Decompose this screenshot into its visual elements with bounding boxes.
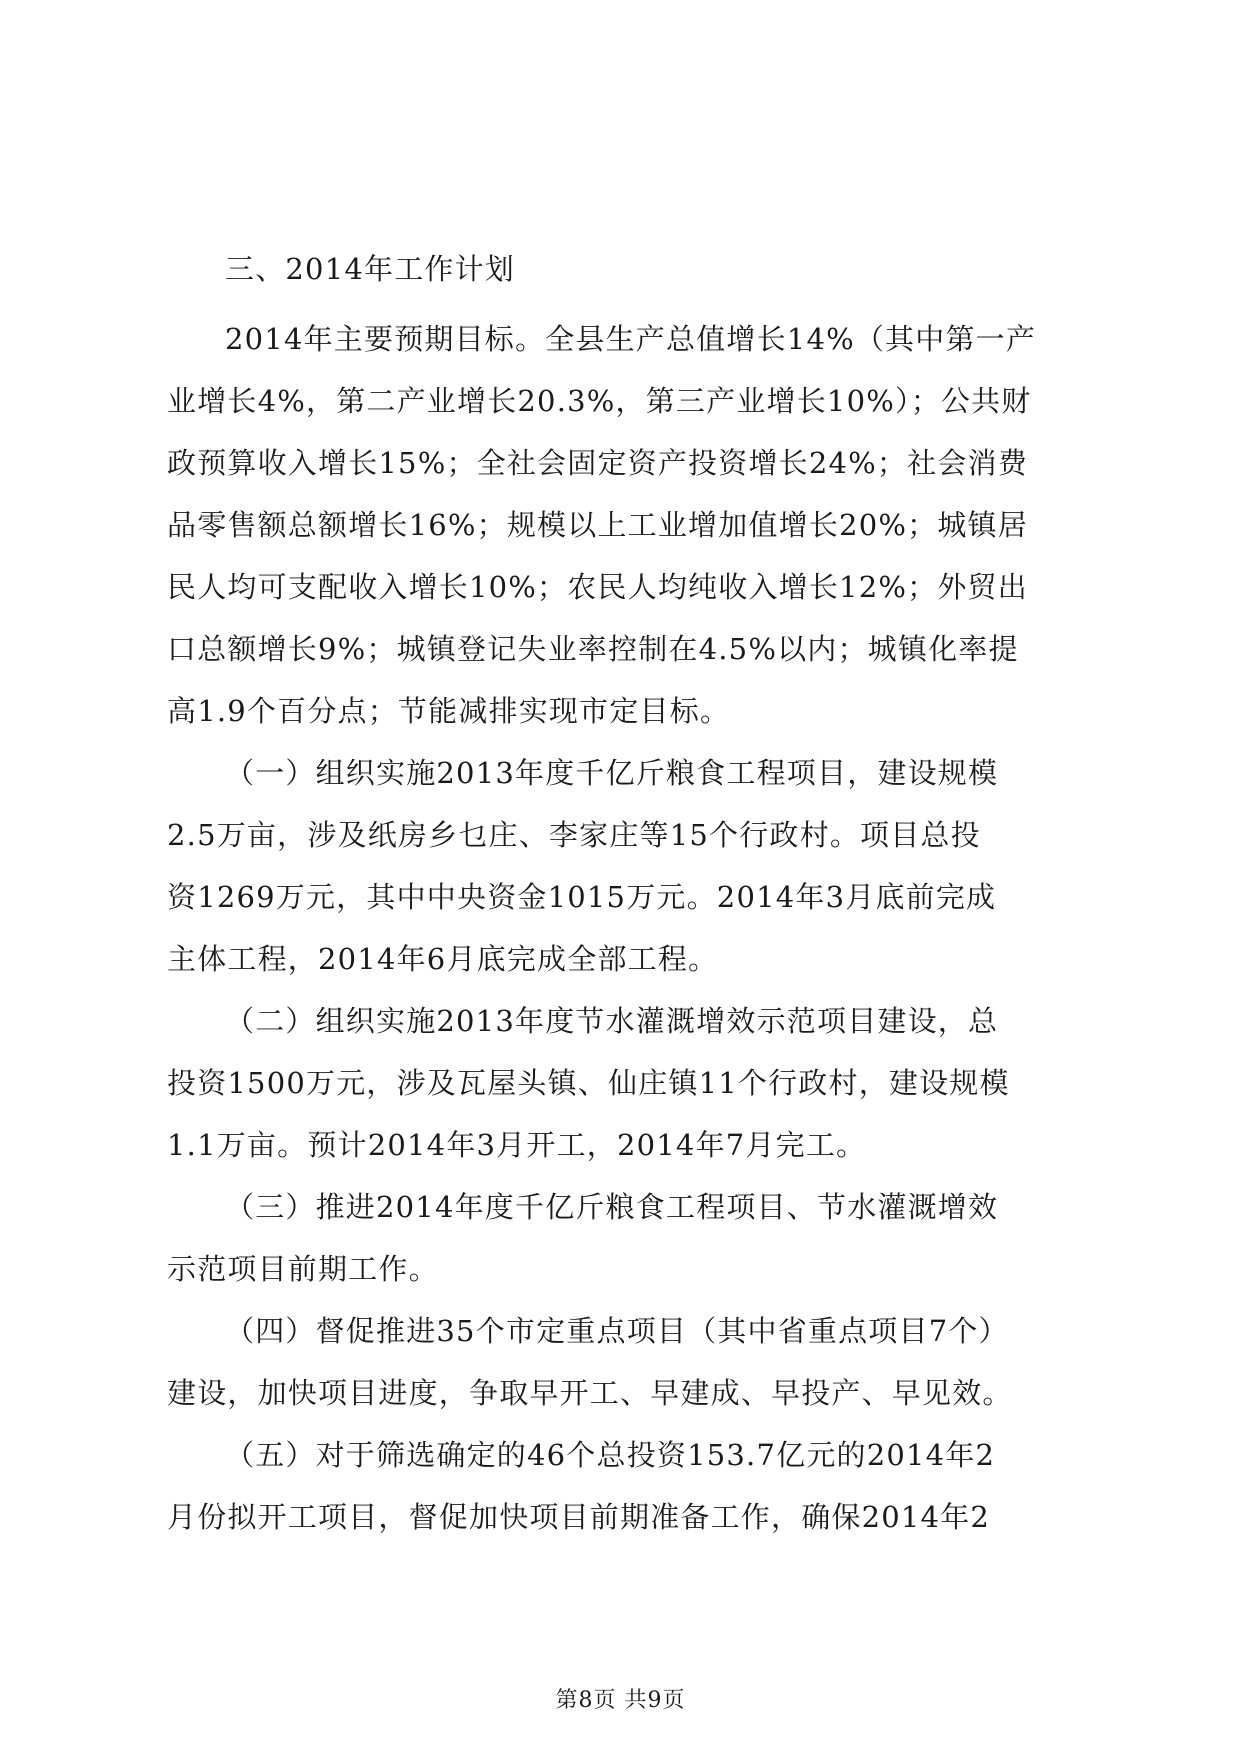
text-line: 2.5万亩，涉及纸房乡乜庄、李家庄等15个行政村。项目总投 [167, 818, 981, 852]
text-line: 口总额增长9%；城镇登记失业率控制在4.5%以内；城镇化率提 [167, 632, 1019, 666]
text-line: 2014年主要预期目标。全县生产总值增长14%（其中第一产 [225, 322, 1037, 356]
text-line: 资1269万元，其中中央资金1015万元。2014年3月底前完成 [167, 880, 997, 914]
page-number: 第8页 共9页 [555, 1688, 686, 1713]
text-line: （四）督促推进35个市定重点项目（其中省重点项目7个） [225, 1314, 1009, 1348]
text-line: （一）组织实施2013年度千亿斤粮食工程项目，建设规模 [225, 756, 999, 790]
text-line: 月份拟开工项目，督促加快项目前期准备工作，确保2014年2 [167, 1500, 991, 1534]
text-line: 投资1500万元，涉及瓦屋头镇、仙庄镇11个行政村，建设规模 [167, 1066, 1010, 1100]
text-line: （五）对于筛选确定的46个总投资153.7亿元的2014年2 [225, 1438, 996, 1472]
text-line: 高1.9个百分点；节能减排实现市定目标。 [167, 694, 731, 728]
section-title: 三、2014年工作计划 [225, 252, 516, 286]
text-line: 政预算收入增长15%；全社会固定资产投资增长24%；社会消费 [167, 446, 1028, 480]
text-line: 建设，加快项目进度，争取早开工、早建成、早投产、早见效。 [167, 1376, 1013, 1410]
text-line: 1.1万亩。预计2014年3月开工，2014年7月完工。 [167, 1128, 867, 1162]
text-line: 品零售额总额增长16%；规模以上工业增加值增长20%；城镇居 [167, 508, 1028, 542]
text-line: 主体工程，2014年6月底完成全部工程。 [167, 942, 719, 976]
document-body [167, 230, 1075, 1548]
text-line: （三）推进2014年度千亿斤粮食工程项目、节水灌溉增效 [225, 1190, 999, 1224]
text-line: 民人均可支配收入增长10%；农民人均纯收入增长12%；外贸出 [167, 570, 1028, 604]
text-line: 业增长4%，第二产业增长20.3%，第三产业增长10%）；公共财 [167, 384, 1032, 418]
text-line: 示范项目前期工作。 [167, 1252, 439, 1286]
text-line: （二）组织实施2013年度节水灌溉增效示范项目建设，总 [225, 1004, 999, 1038]
